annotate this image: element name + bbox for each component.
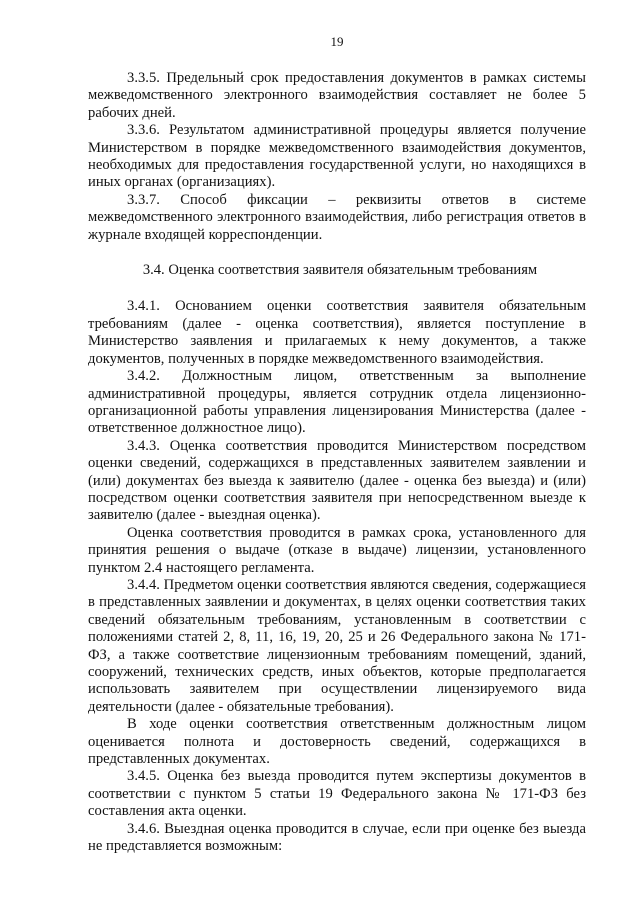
paragraph-3-4-5: 3.4.5. Оценка без выезда проводится путем экспертизы документов в соответствии с пунктом 5 статьи 19 Федерального закона № 171-ФЗ без составления акта оценки. [88,768,586,820]
paragraph-3-3-6: 3.3.6. Результатом административной процедуры является получение Министерством в порядке межведомственного взаимодействия документов, необходимых для предоставления государственной услуги, но находящихся в иных органах (организациях). [88,122,586,191]
paragraph-3-4-2: 3.4.2. Должностным лицом, ответственным за выполнение административной процедуры, является сотрудник отдела лицензионно-организационной работы управления лицензирования Министерства (далее - ответственное должностное лицо). [88,368,586,437]
section-heading-3-4: 3.4. Оценка соответствия заявителя обязательным требованиям [142,262,538,279]
paragraph-3-4-1: 3.4.1. Основанием оценки соответствия заявителя обязательным требованиям (далее - оценка соответствия), является поступление в Министерство заявления и прилагаемых к нему документов, а также документов, полученных в порядке межведомственного взаимодействия. [88,298,586,367]
document-page [88,34,586,855]
page-number: 19 [330,34,344,49]
paragraph-3-3-5: 3.3.5. Предельный срок предоставления документов в рамках системы межведомственного электронного взаимодействия составляет не более 5 рабочих дней. [88,70,586,121]
paragraph-assessment-scope: В ходе оценки соответствия ответственным должностным лицом оценивается полнота и достоверность сведений, содержащихся в представленных документах. [88,716,586,768]
paragraph-3-4-4: 3.4.4. Предметом оценки соответствия являются сведения, содержащиеся в представленных заявлении и документах, в целях оценки соответствия таких сведений обязательным требованиям, установленным в соответствии с положениями статей 2, 8, 11, 16, 19, 20, 25 и 26 Федерального закона № 171-ФЗ, а также соответствие лицензионным требованиям помещений, зданий, сооружений, технических средств, иных объектов, которые предполагается использовать заявителем при осуществлении лицензируемого вида деятельности (далее - обязательные требования). [88,576,586,715]
paragraph-3-4-3: 3.4.3. Оценка соответствия проводится Министерством посредством оценки сведений, содержащихся в представленных заявителем заявлении и (или) документах без выезда к заявителю (далее - оценка без выезда) и (или) посредством оценки соответствия заявителя при непосредственном выезде к заявителю (далее - выездная оценка). [88,437,586,524]
paragraph-3-4-6: 3.4.6. Выездная оценка проводится в случае, если при оценке без выезда не представляется возможным: [88,820,586,855]
paragraph-3-3-7: 3.3.7. Способ фиксации – реквизиты ответов в системе межведомственного электронного взаимодействия, либо регистрация ответов в журнале входящей корреспонденции. [88,191,586,243]
paragraph-assessment-term: Оценка соответствия проводится в рамках срока, установленного для принятия решения о выдаче (отказе в выдаче) лицензии, установленного пунктом 2.4 настоящего регламента. [88,524,586,576]
